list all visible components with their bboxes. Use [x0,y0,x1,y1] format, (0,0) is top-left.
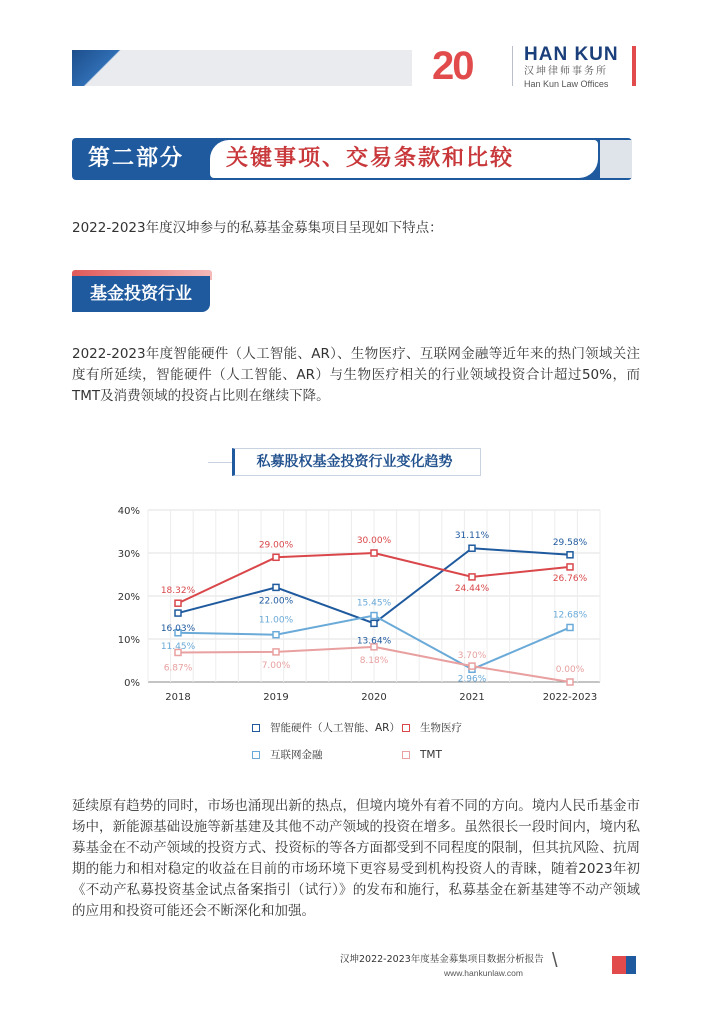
y-axis [118,506,140,689]
data-point [567,679,573,685]
data-point [469,663,475,669]
header-accent-shape [72,50,134,86]
data-point [371,620,377,626]
footer-red-block [612,956,626,974]
legend-marker [252,751,260,759]
data-label: 11.45% [160,641,196,652]
legend-label: 生物医疗 [420,722,462,734]
paragraph-2: 延续原有趋势的同时，市场也涌现出新的热点，但境内境外有着不同的方向。境内人民币基金市场中，新能源基础设施等新基建及其他不动产领域的投资在增多。虽然很长一段时间内，境内私募基金在不动产领域的投资方式、投资标的等各方面都受到不同程度的限制，但其抗风险、抗周期的能力和相对稳定的收益在目前的市场环境下更容易受到机构投资人的青睐，随着2023年初《不动产私募投资基金试点备案指引（试行）》的发布和施行，私募基金在新基建等不动产领域的应用和投资可能还会不断深化和加强。 [72,798,640,919]
anniversary-logo: 20 [432,44,473,88]
data-point [273,649,279,655]
x-tick-label: 2019 [263,692,289,703]
intro-text: 2022-2023年度汉坤参与的私募基金募集项目呈现如下特点： [72,220,443,236]
data-label: 30.00% [356,536,392,546]
legend-label: 互联网金融 [270,749,323,761]
data-point [273,584,279,590]
footer-blue-block [626,956,636,974]
subsection-title: 基金投资行业 [90,284,192,304]
data-point [567,624,573,630]
legend-item [252,747,402,762]
y-tick-label: 10% [117,635,140,646]
footer-slash-decoration: \ [552,950,558,972]
paragraph-1: 2022-2023年度智能硬件（人工智能、AR）、生物医疗、互联网金融等近年来的热门领域关注度有所延续，智能硬件（人工智能、AR）与生物医疗相关的行业领域投资合计超过50%，而TMT及消费领域的投资占比则在继续下降。 [72,346,640,404]
data-label: 29.58% [552,537,588,548]
data-point [567,552,573,558]
chart-legend [252,720,552,762]
chart-title: 私募股权基金投资行业变化趋势 [256,454,453,470]
data-label: 11.00% [258,615,294,626]
brand-name: HAN KUN [524,44,619,65]
data-label: 31.11% [454,531,490,542]
y-tick-label: 40% [117,506,140,517]
legend-marker [402,724,410,732]
footer-url[interactable]: www.hankunlaw.com [444,968,523,978]
logo-divider [512,46,513,86]
legend-marker [252,724,260,732]
section-title: 关键事项、交易条款和比较 [226,146,515,171]
legend-item [402,747,552,762]
data-point [175,600,181,606]
data-point [371,613,377,619]
data-label: 0.00% [555,665,585,675]
legend-label: 智能硬件（人工智能、AR） [270,722,400,734]
y-tick-label: 20% [117,592,140,603]
data-point [273,554,279,560]
data-point [469,545,475,551]
data-label: 26.76% [552,573,588,584]
legend-marker [402,751,410,759]
data-label: 7.00% [261,660,291,671]
data-label: 2.96% [457,674,487,685]
x-axis [165,692,597,703]
x-tick-label: 2020 [361,692,387,703]
brand-accent-bar [632,46,636,86]
legend-item [402,720,552,735]
data-label: 12.68% [552,610,588,621]
y-tick-label: 30% [117,549,140,560]
data-point [567,564,573,570]
section-banner-shadow [600,140,632,178]
brand-name-chinese: 汉坤律师事务所 [524,66,608,77]
data-label: 6.87% [163,663,193,674]
footer-report-title: 汉坤2022-2023年度基金募集项目数据分析报告 [340,954,544,965]
data-label: 13.64% [356,636,392,647]
data-label: 16.03% [160,624,196,635]
x-tick-label: 2018 [165,692,191,703]
brand-name-english: Han Kun Law Offices [524,79,609,89]
legend-item [252,720,402,735]
data-point [273,632,279,638]
data-label: 29.00% [258,540,294,551]
data-label: 8.18% [359,655,389,666]
x-tick-label: 2021 [459,692,485,703]
section-part-label: 第二部分 [88,146,185,171]
data-label: 22.00% [258,596,294,607]
data-point [469,574,475,580]
legend-label: TMT [420,748,442,761]
y-tick-label: 0% [124,678,140,689]
data-point [175,610,181,616]
data-label: 18.32% [160,586,196,597]
data-point [371,550,377,556]
data-label: 24.44% [454,583,490,594]
data-label: 15.45% [356,598,392,609]
data-label: 3.70% [457,651,487,662]
x-tick-label: 2022-2023 [542,692,598,703]
